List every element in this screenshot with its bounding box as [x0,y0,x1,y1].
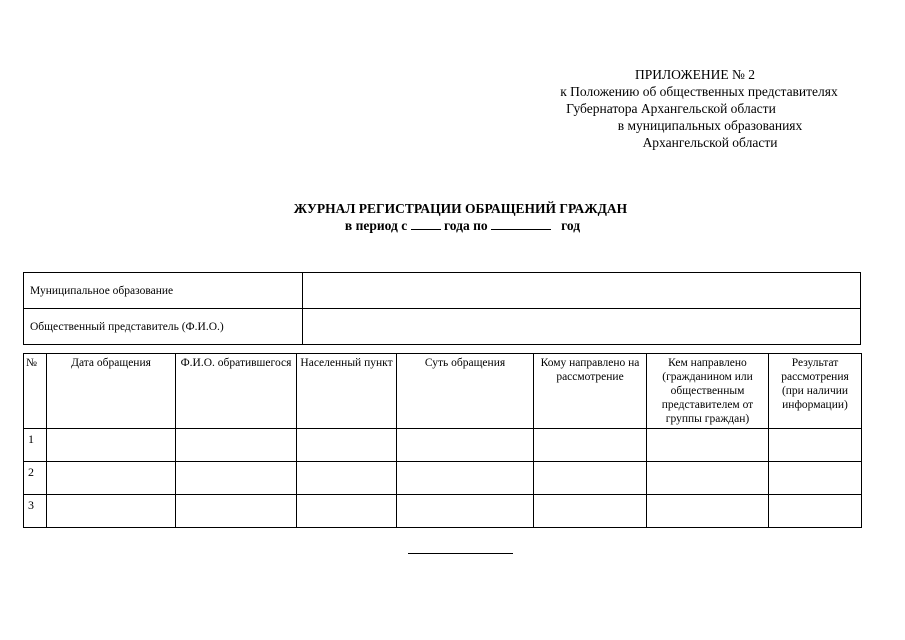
row-number: 2 [24,462,47,495]
table-cell[interactable] [176,495,297,528]
appendix-line-4: в муниципальных образованиях [617,118,803,133]
journal-title: ЖУРНАЛ РЕГИСТРАЦИИ ОБРАЩЕНИЙ ГРАЖДАН [293,201,628,216]
table-cell[interactable] [534,462,647,495]
col-header-fio: Ф.И.О. обратившегося [176,354,297,429]
period-prefix: в период с [344,218,408,233]
table-cell[interactable] [297,429,397,462]
representative-row [24,309,861,345]
municipality-label: Муниципальное образование [24,273,303,309]
col-header-sent-to: Кому направлено на рассмотрение [534,354,647,429]
municipality-row [24,273,861,309]
table-cell[interactable] [397,495,534,528]
table-cell[interactable] [47,462,176,495]
period-end-blank[interactable] [491,217,551,230]
register-header-row [24,354,862,429]
period-start-blank[interactable] [411,217,441,230]
table-cell[interactable] [534,429,647,462]
end-divider [408,553,513,554]
table-cell[interactable] [769,495,862,528]
appendix-line-5: Архангельской области [642,135,778,150]
table-row [24,462,862,495]
col-header-locality: Населенный пункт [297,354,397,429]
table-cell[interactable] [176,429,297,462]
period-suffix: год [561,218,581,233]
representative-label: Общественный представитель (Ф.И.О.) [24,309,303,345]
col-header-sent-by: Кем направлено (гражданином или общественным представителем от группы граждан) [647,354,769,429]
table-row [24,495,862,528]
table-cell[interactable] [297,462,397,495]
representative-value-cell[interactable] [303,309,861,345]
period-line [0,217,905,234]
period-middle: года по [443,218,488,233]
appendix-line-2: к Положению об общественных представителях [560,84,838,99]
row-number: 3 [24,495,47,528]
table-cell[interactable] [769,462,862,495]
table-cell[interactable] [47,429,176,462]
col-header-date: Дата обращения [47,354,176,429]
document-title [0,200,905,234]
appendix-header [520,66,860,151]
table-cell[interactable] [534,495,647,528]
table-cell[interactable] [397,462,534,495]
table-cell[interactable] [297,495,397,528]
info-table [23,272,861,345]
col-header-essence: Суть обращения [397,354,534,429]
table-cell[interactable] [397,429,534,462]
col-header-number: № [24,354,47,429]
col-header-result: Результат рассмотрения (при наличии информации) [769,354,862,429]
table-row [24,429,862,462]
table-cell[interactable] [176,462,297,495]
table-cell[interactable] [647,429,769,462]
row-number: 1 [24,429,47,462]
table-cell[interactable] [769,429,862,462]
municipality-value-cell[interactable] [303,273,861,309]
table-cell[interactable] [647,462,769,495]
register-table [23,353,862,528]
appendix-number: ПРИЛОЖЕНИЕ № 2 [634,67,756,82]
table-cell[interactable] [47,495,176,528]
table-cell[interactable] [647,495,769,528]
appendix-line-3: Губернатора Архангельской области [566,101,776,116]
